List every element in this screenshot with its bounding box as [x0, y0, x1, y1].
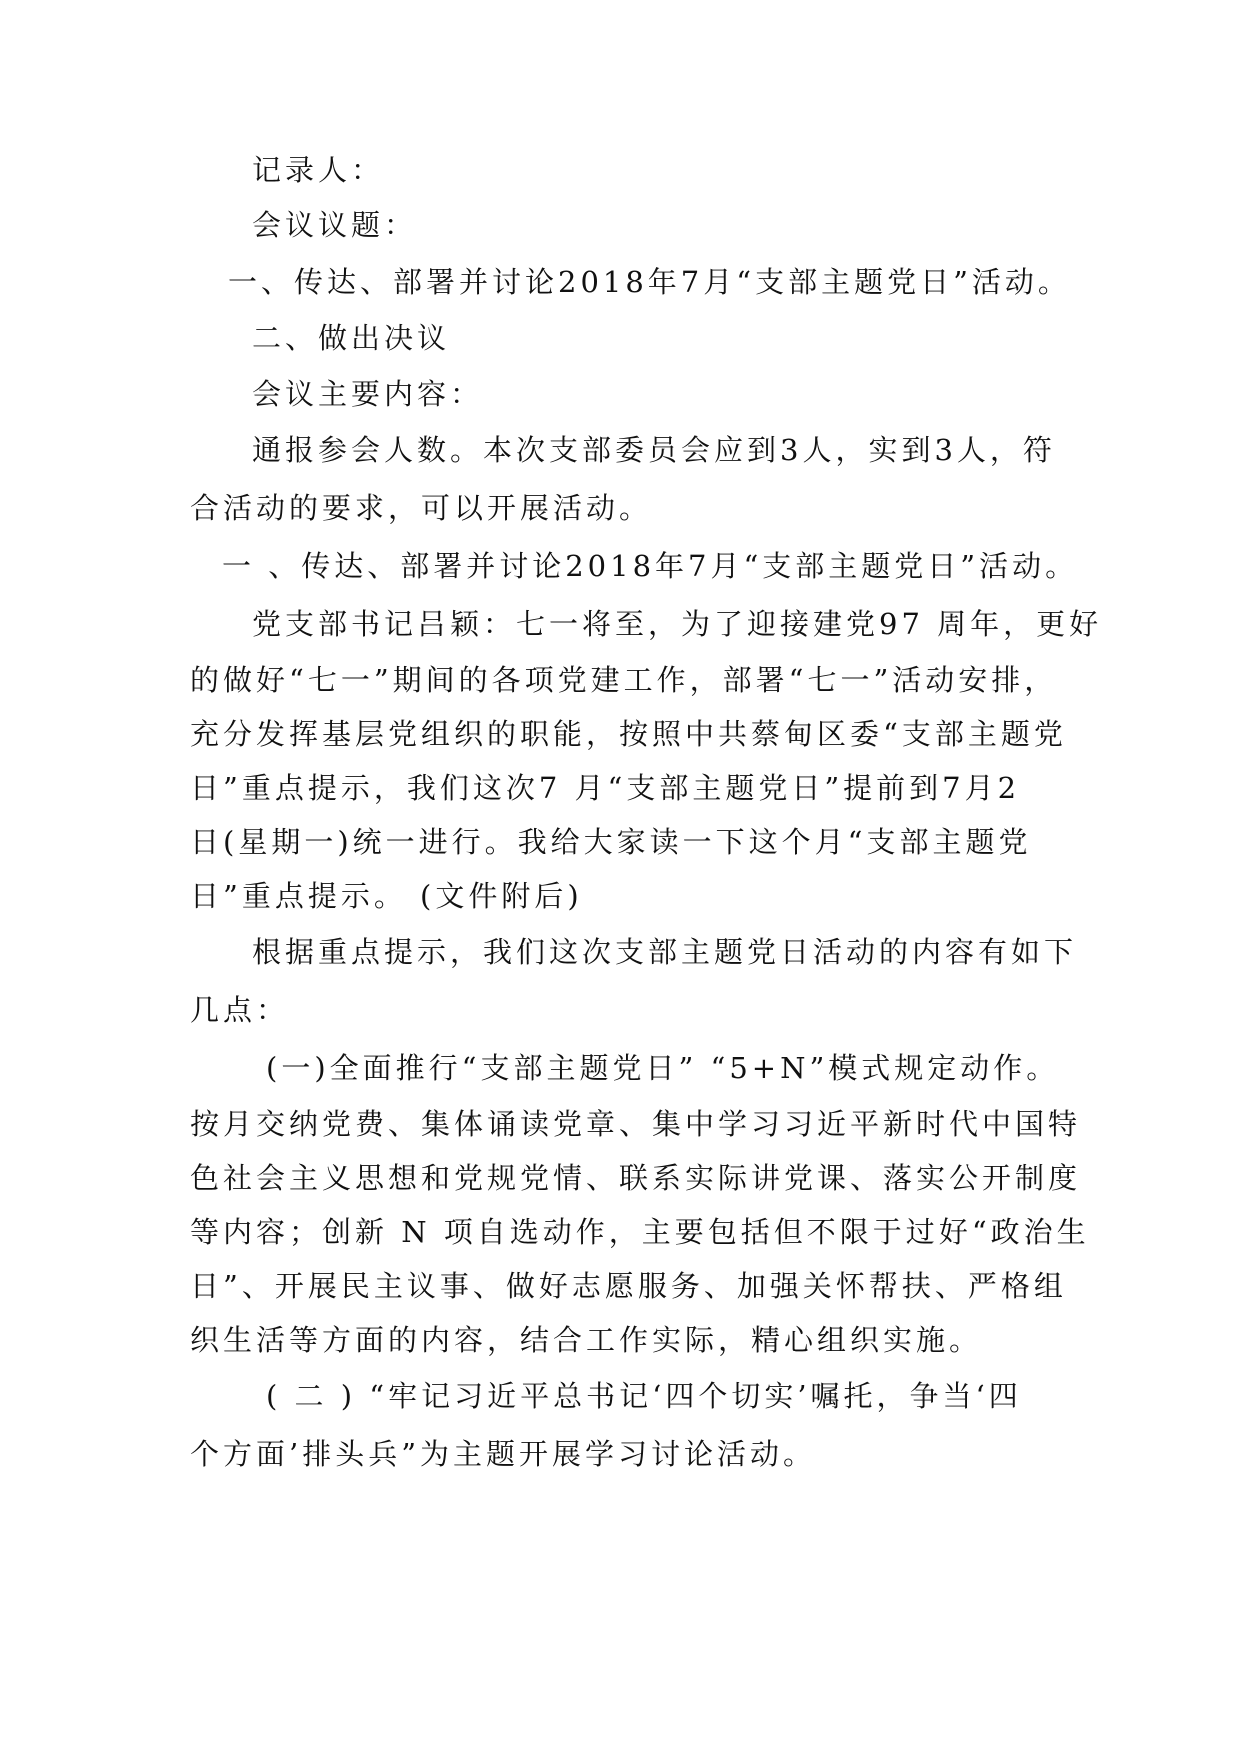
paragraph-line: 根据重点提示，我们这次支部主题党日活动的内容有如下 — [252, 935, 1078, 969]
subsection-heading-1: (一)全面推行“支部主题党日” “5+N”模式规定动作。 — [266, 1051, 1060, 1085]
subsection-heading-2: ( 二 ) “牢记习近平总书记‘四个切实’嘱托，争当‘四 — [266, 1379, 1022, 1413]
agenda-item-2: 二、做出决议 — [252, 321, 451, 355]
paragraph-line: 色社会主义思想和党规党情、联系实际讲党课、落实公开制度 — [190, 1161, 1082, 1195]
paragraph-line: 日”重点提示。 (文件附后) — [190, 879, 583, 913]
paragraph-line: 的做好“七一”期间的各项党建工作，部署“七一”活动安排， — [190, 663, 1058, 697]
paragraph-line: 党支部书记吕颖：七一将至，为了迎接建党97 周年，更好 — [252, 607, 1103, 641]
section-heading-1: 一 、传达、部署并讨论2018年7月“支部主题党日”活动。 — [222, 549, 1079, 583]
paragraph-line: 日(星期一)统一进行。我给大家读一下这个月“支部主题党 — [190, 825, 1032, 859]
paragraph-line: 通报参会人数。本次支部委员会应到3人，实到3人，符 — [252, 433, 1056, 467]
main-content-heading: 会议主要内容： — [252, 377, 484, 411]
paragraph-line: 几点： — [190, 993, 290, 1027]
paragraph-line: 充分发挥基层党组织的职能，按照中共蔡甸区委“支部主题党 — [190, 717, 1067, 751]
paragraph-line: 按月交纳党费、集体诵读党章、集中学习习近平新时代中国特 — [190, 1107, 1082, 1141]
agenda-item-1: 一、传达、部署并讨论2018年7月“支部主题党日”活动。 — [228, 265, 1071, 299]
paragraph-line: 个方面’排头兵”为主题开展学习讨论活动。 — [190, 1437, 817, 1471]
paragraph-line: 日”、开展民主议事、做好志愿服务、加强关怀帮扶、严格组 — [190, 1269, 1067, 1303]
recorder-label: 记录人： — [252, 153, 385, 187]
paragraph-line: 合活动的要求，可以开展活动。 — [190, 491, 653, 525]
paragraph-line: 日”重点提示，我们这次7 月“支部主题党日”提前到7月2 — [190, 771, 1021, 805]
paragraph-line: 织生活等方面的内容，结合工作实际，精心组织实施。 — [190, 1323, 983, 1357]
paragraph-line: 等内容；创新 N 项自选动作，主要包括但不限于过好“政治生 — [190, 1215, 1090, 1249]
agenda-heading: 会议议题： — [252, 208, 418, 242]
